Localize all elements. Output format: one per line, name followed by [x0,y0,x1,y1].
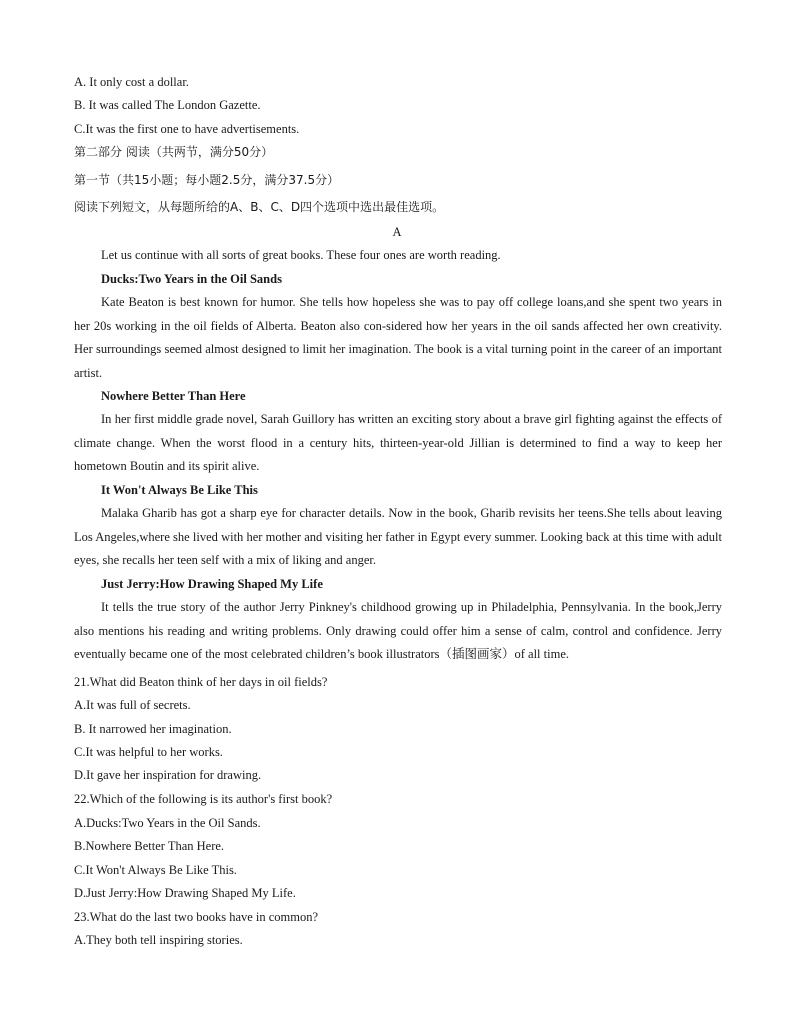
prev-option-c: C.It was the first one to have advertisements. [74,122,300,136]
q21-option-b: B. It narrowed her imagination. [74,722,232,736]
passage-intro: Let us continue with all sorts of great books. These four ones are worth reading. [101,248,501,262]
book-title-2: Nowhere Better Than Here [101,389,246,403]
instruction: 阅读下列短文，从每题所给的A、B、C、D四个选项中选出最佳选项。 [74,200,445,214]
book-text-2: In her first middle grade novel, Sarah Guillory has written an exciting story about a brave girl fighting against the effects of climate change. When the worst flood in a century hits, thirteen-year-old Jillian is determined to find a way to keep her hometown Boutin and its spirit alive. [74,412,722,473]
book-title-4: Just Jerry:How Drawing Shaped My Life [101,577,323,591]
question-22: 22.Which of the following is its author's first book? [74,792,333,806]
q21-option-d: D.It gave her inspiration for drawing. [74,768,262,782]
q22-option-d: D.Just Jerry:How Drawing Shaped My Life. [74,886,296,900]
book-text-4: It tells the true story of the author Jerry Pinkney's childhood growing up in Philadelphia, Pennsylvania. In the book,Jerry also mentions his reading and writing problems. Only drawing could offer him a sense of calm, control and confidence. Jerry eventually became one of the most celebrated children’s book illustrators（插图画家）of all time. [74,600,722,661]
prev-option-b: B. It was called The London Gazette. [74,98,261,112]
question-21: 21.What did Beaton think of her days in oil fields? [74,675,328,689]
part-title: 第二部分 阅读（共两节，满分50分） [74,145,274,159]
q23-option-a: A.They both tell inspiring stories. [74,933,243,947]
q22-option-c: C.It Won't Always Be Like This. [74,863,237,877]
q21-option-a: A.It was full of secrets. [74,698,191,712]
prev-option-a: A. It only cost a dollar. [74,75,189,89]
book-text-1: Kate Beaton is best known for humor. She tells how hopeless she was to pay off college loans,and she spent two years in her 20s working in the oil fields of Alberta. Beaton also con-sidered how her years in the oil sands affected her own creativity. Her surroundings seemed almost designed to limit her imagination. The book is a vital turning point in the career of an important artist. [74,295,722,380]
question-23: 23.What do the last two books have in common? [74,910,319,924]
book-title-1: Ducks:Two Years in the Oil Sands [101,272,282,286]
q21-option-c: C.It was helpful to her works. [74,745,223,759]
q22-option-a: A.Ducks:Two Years in the Oil Sands. [74,816,261,830]
section-subtitle: 第一节（共15小题；每小题2.5分，满分37.5分） [74,173,340,187]
passage-label: A [392,225,402,239]
book-text-3: Malaka Gharib has got a sharp eye for character details. Now in the book, Gharib revisits her teens.She tells about leaving Los Angeles,where she lived with her mother and visiting her father in Egypt every summer. Looking back at this time with adult eyes, she recalls her teen self with a mix of liking and anger. [74,506,722,567]
book-title-3: It Won't Always Be Like This [101,483,258,497]
q22-option-b: B.Nowhere Better Than Here. [74,839,225,853]
